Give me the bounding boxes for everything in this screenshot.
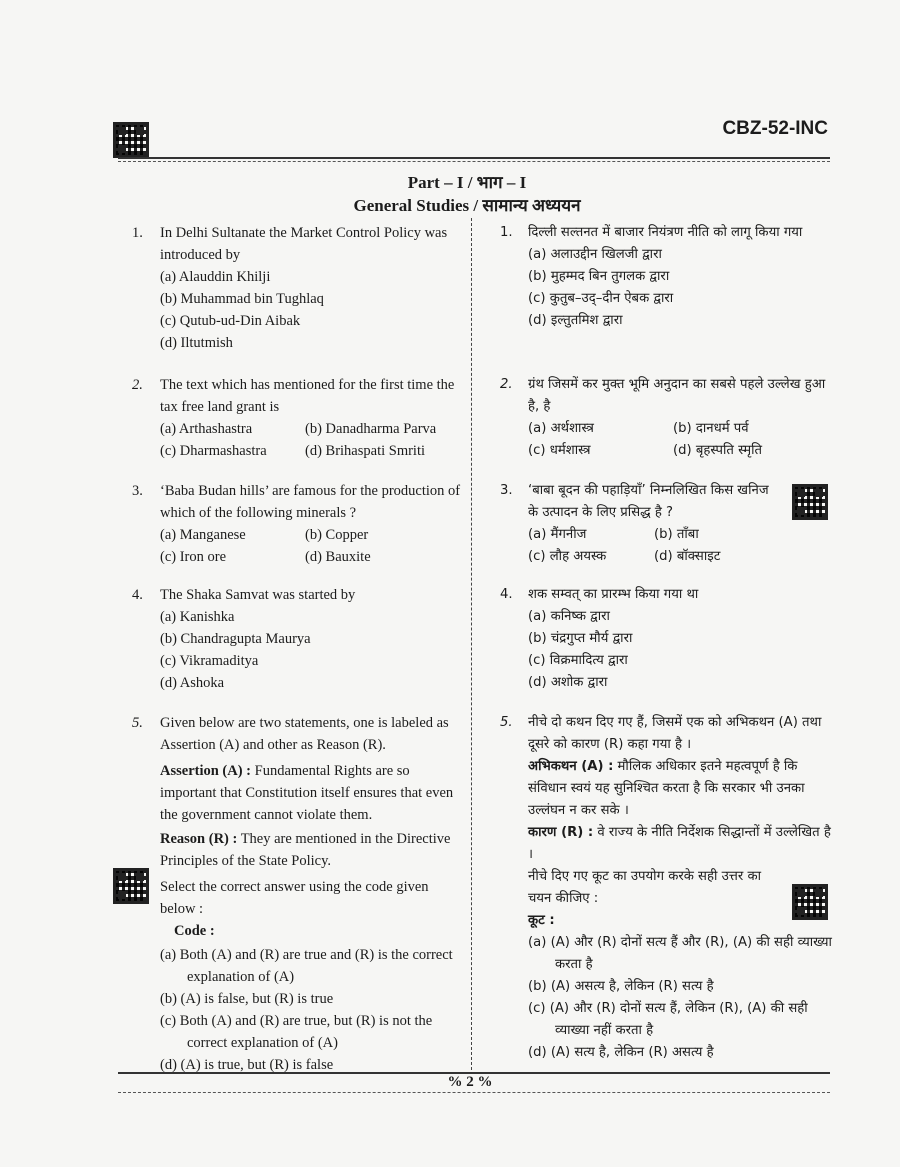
part-heading: Part – I / भाग – I [407, 173, 527, 192]
option: (b) Danadharma Parva [305, 421, 437, 437]
assertion: Assertion (A) : Fundamental Rights are so important that Constitution itself ensures that even the government cannot violate them. [160, 763, 454, 823]
page-number: % 2 % [447, 1074, 493, 1090]
option: (b) Copper [305, 527, 369, 543]
option: (d) अशोक द्वारा [528, 675, 608, 690]
section-heading: General Studies / सामान्य अध्ययन [353, 196, 581, 215]
top-rule [118, 157, 830, 159]
option: (d) Iltutmish [160, 335, 233, 351]
option: (a) Alauddin Khilji [160, 269, 271, 285]
top-rule-dashed [118, 161, 830, 162]
option: (c) Iron ore [160, 549, 227, 565]
option: (a) (A) और (R) दोनों सत्य हैं और (R), (A) की सही व्याख्या करता है [528, 935, 832, 972]
option: (b) Muhammad bin Tughlaq [160, 291, 324, 307]
option: (d) इल्तुतमिश द्वारा [528, 313, 623, 328]
code-label: कूट : [528, 913, 555, 928]
option: (c) कुतुब–उद्–दीन ऐबक द्वारा [528, 291, 674, 306]
option: (a) Arthashastra [160, 421, 253, 437]
option: (a) Kanishka [160, 609, 235, 625]
option: (b) दानधर्म पर्व [673, 421, 749, 436]
option: (b) ताँबा [654, 527, 699, 542]
reason: कारण (R) : वे राज्य के नीति निर्देशक सिद्धान्तों में उल्लेखित है । [528, 825, 831, 862]
question-5-en: 5. Given below are two statements, one is labeled as Assertion (A) and other as Reason (R). Assertion (A) : Fundamental Rights are so important that Constitution itself ensures that even the government cannot violate them. Reason (R) : They are mentioned in the Directive Principles of the State Policy. Select the correct answer using the code given below : Code : (a) Both (A) and (R) are true and (R) is the correct explanation of (A) (b) (A) is false, but (R) is true (c) Both (A) and (R) are true, but (R) is not the correct explanation of (A) (d) (A) is true, but (R) is false [132, 712, 466, 1076]
option: (b) Chandragupta Maurya [160, 631, 311, 647]
bottom-rule-dashed [118, 1092, 830, 1093]
option: (b) चंद्रगुप्त मौर्य द्वारा [528, 631, 633, 646]
paper-code: CBZ-52-INC [722, 118, 828, 139]
qr-code-icon [792, 884, 828, 920]
option: (c) धर्मशास्त्र [528, 443, 591, 458]
option: (d) (A) सत्य है, लेकिन (R) असत्य है [528, 1045, 714, 1060]
question-text: नीचे दो कथन दिए गए हैं, जिसमें एक को अभिकथन (A) तथा दूसरे को कारण (R) कहा गया है । [528, 715, 822, 752]
column-divider [471, 218, 472, 1070]
option: (c) Dharmashastra [160, 443, 267, 459]
option: (c) (A) और (R) दोनों सत्य हैं, लेकिन (R), (A) की सही व्याख्या नहीं करता है [528, 1001, 808, 1038]
question-3-en: 3. ‘Baba Budan hills’ are famous for the production of which of the following minerals ? (a) Manganese (b) Copper (c) Iron ore (d) Bauxite [132, 480, 466, 568]
question-text: शक सम्वत् का प्रारम्भ किया गया था [528, 587, 699, 602]
option: (c) Both (A) and (R) are true, but (R) is not the correct explanation of (A) [160, 1013, 433, 1051]
option: (d) बॉक्साइट [654, 549, 721, 564]
qr-code-icon [113, 122, 149, 158]
option: (b) (A) is false, but (R) is true [160, 991, 334, 1007]
option: (b) (A) असत्य है, लेकिन (R) सत्य है [528, 979, 714, 994]
question-text: ‘Baba Budan hills’ are famous for the production of which of the following minerals ? [160, 483, 461, 521]
question-text: Given below are two statements, one is labeled as Assertion (A) and other as Reason (R). [160, 715, 449, 753]
question-text: The text which has mentioned for the first time the tax free land grant is [160, 377, 455, 415]
option: (c) Vikramaditya [160, 653, 259, 669]
option: (a) कनिष्क द्वारा [528, 609, 610, 624]
question-text: ‘बाबा बूदन की पहाड़ियाँ’ निम्नलिखित किस खनिज के उत्पादन के लिए प्रसिद्ध है ? [528, 483, 769, 520]
question-4-en: 4. The Shaka Samvat was started by (a) Kanishka (b) Chandragupta Maurya (c) Vikramaditya (d) Ashoka [132, 584, 466, 694]
question-4-hi: 4. शक सम्वत् का प्रारम्भ किया गया था (a) कनिष्क द्वारा (b) चंद्रगुप्त मौर्य द्वारा (c) विक्रमादित्य द्वारा (d) अशोक द्वारा [500, 584, 834, 694]
option: (c) लौह अयस्क [528, 549, 607, 564]
option: (d) Ashoka [160, 675, 225, 691]
option: (d) (A) is true, but (R) is false [160, 1057, 334, 1073]
option: (d) Bauxite [305, 549, 371, 565]
question-text: The Shaka Samvat was started by [160, 587, 356, 603]
question-2-hi: 2. ग्रंथ जिसमें कर मुक्त भूमि अनुदान का सबसे पहले उल्लेख हुआ है, है (a) अर्थशास्त्र (b) दानधर्म पर्व (c) धर्मशास्त्र (d) बृहस्पति स्मृति [500, 374, 834, 462]
qr-code-icon [113, 868, 149, 904]
option: (c) विक्रमादित्य द्वारा [528, 653, 628, 668]
option: (a) Both (A) and (R) are true and (R) is the correct explanation of (A) [160, 947, 453, 985]
option: (d) Brihaspati Smriti [305, 443, 426, 459]
instruction: नीचे दिए गए कूट का उपयोग करके सही उत्तर का चयन कीजिए : [528, 869, 762, 906]
question-2-en: 2. The text which has mentioned for the first time the tax free land grant is (a) Arthashastra (b) Danadharma Parva (c) Dharmashastra (d) Brihaspati Smriti [132, 374, 466, 462]
code-label: Code : [174, 923, 215, 939]
question-1-hi: 1. दिल्ली सल्तनत में बाजार नियंत्रण नीति को लागू किया गया (a) अलाउद्दीन खिलजी द्वारा (b) मुहम्मद बिन तुगलक द्वारा (c) कुतुब–उद्–दीन ऐबक द्वारा (d) इल्तुतमिश द्वारा [500, 222, 834, 332]
option: (a) अलाउद्दीन खिलजी द्वारा [528, 247, 662, 262]
question-5-hi: 5. नीचे दो कथन दिए गए हैं, जिसमें एक को अभिकथन (A) तथा दूसरे को कारण (R) कहा गया है । अभिकथन (A) : मौलिक अधिकार इतने महत्वपूर्ण है कि संविधान स्वयं यह सुनिश्चित करता है कि सरकार भी उनका उल्लंघन न कर सके । कारण (R) : वे राज्य के नीति निर्देशक सिद्धान्तों में उल्लेखित है । नीचे दिए गए कूट का उपयोग करके सही उत्तर का चयन कीजिए : कूट : (a) (A) और (R) दोनों सत्य हैं और (R), (A) की सही व्याख्या करता है (b) (A) असत्य है, लेकिन (R) सत्य है (c) (A) और (R) दोनों सत्य हैं, लेकिन (R), (A) की सही व्याख्या नहीं करता है (d) (A) सत्य है, लेकिन (R) असत्य है [500, 712, 834, 1064]
option: (b) मुहम्मद बिन तुगलक द्वारा [528, 269, 670, 284]
qr-code-icon [792, 484, 828, 520]
option: (a) अर्थशास्त्र [528, 421, 594, 436]
option: (a) Manganese [160, 527, 246, 543]
question-1-en: 1. In Delhi Sultanate the Market Control Policy was introduced by (a) Alauddin Khilji (b) Muhammad bin Tughlaq (c) Qutub-ud-Din Aibak (d) Iltutmish [132, 222, 466, 354]
option: (a) मैंगनीज [528, 527, 587, 542]
question-text: In Delhi Sultanate the Market Control Policy was introduced by [160, 225, 448, 263]
reason: Reason (R) : They are mentioned in the Directive Principles of the State Policy. [160, 831, 451, 869]
question-text: ग्रंथ जिसमें कर मुक्त भूमि अनुदान का सबसे पहले उल्लेख हुआ है, है [528, 377, 826, 414]
assertion: अभिकथन (A) : मौलिक अधिकार इतने महत्वपूर्ण है कि संविधान स्वयं यह सुनिश्चित करता है कि सरकार भी उनका उल्लंघन न कर सके । [528, 759, 805, 818]
instruction: Select the correct answer using the code given below : [160, 879, 429, 917]
option: (d) बृहस्पति स्मृति [673, 443, 763, 458]
option: (c) Qutub-ud-Din Aibak [160, 313, 301, 329]
question-3-hi: 3. ‘बाबा बूदन की पहाड़ियाँ’ निम्नलिखित किस खनिज के उत्पादन के लिए प्रसिद्ध है ? (a) मैंगनीज (b) ताँबा (c) लौह अयस्क (d) बॉक्साइट [500, 480, 780, 568]
question-text: दिल्ली सल्तनत में बाजार नियंत्रण नीति को लागू किया गया [528, 225, 803, 240]
